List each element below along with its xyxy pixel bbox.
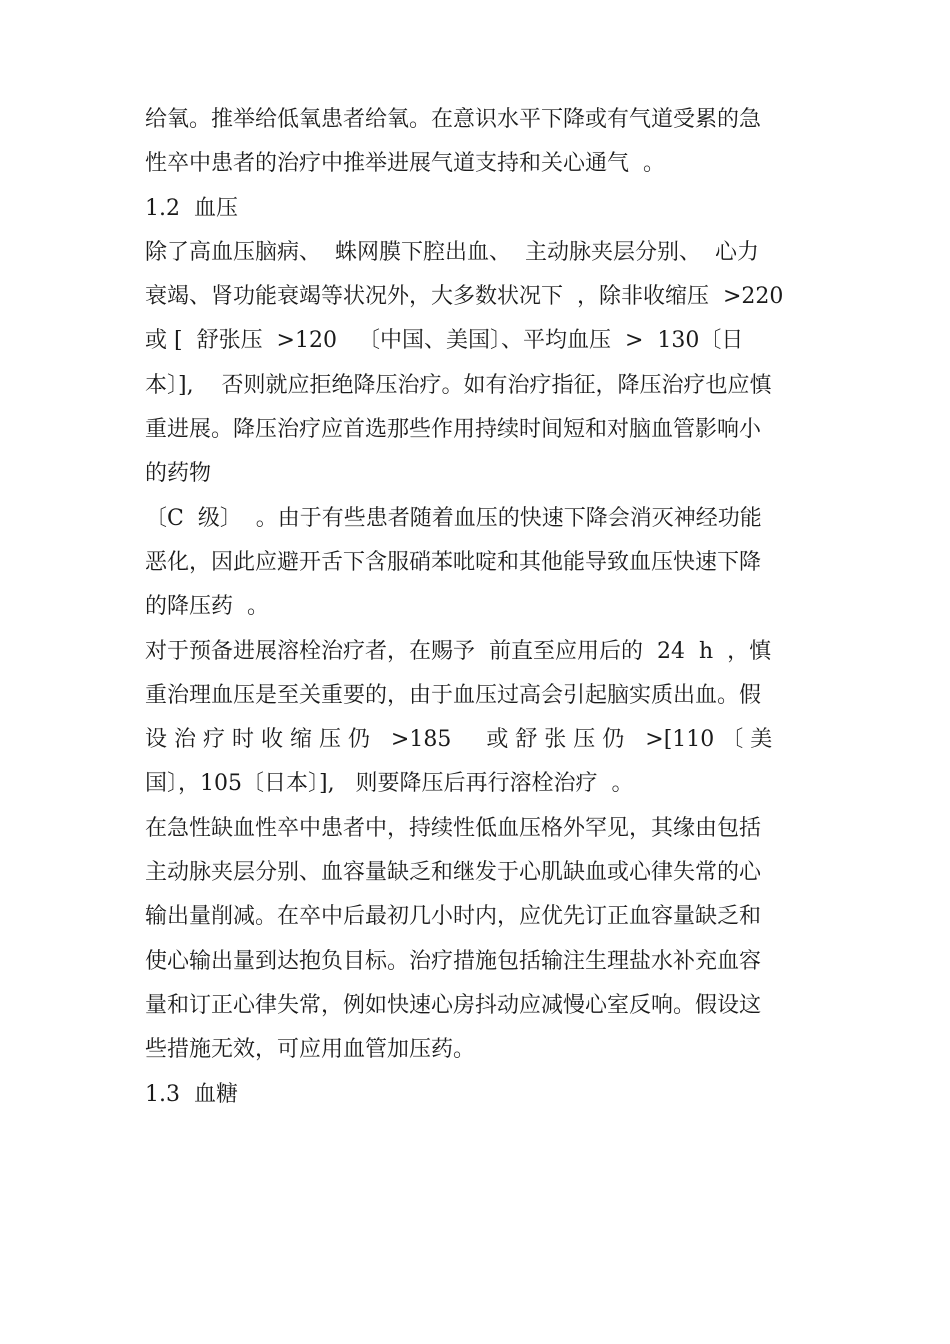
text-line: 本〕], 否则就应拒绝降压治疗。如有治疗指征，降压治疗也应慎 [145,372,772,398]
text-line: 输出量削减。在卒中后最初几小时内，应优先订正血容量缺乏和 [145,904,762,930]
text-line: 性卒中患者的治疗中推举进展气道支持和关心通气 。 [145,151,665,177]
text-line: 重治理血压是至关重要的，由于血压过高会引起脑实质出血。假 [145,682,762,708]
text-line: 在急性缺血性卒中患者中，持续性低血压格外罕见，其缘由包括 [145,815,762,841]
text-line: 或 [ 舒张压 >120 〔中国、美国〕、平均血压 > 130〔日 [145,328,744,354]
text-line: 恶化，因此应避开舌下含服硝苯吡啶和其他能导致血压快速下降 [145,549,762,575]
text-line: 的降压药 。 [145,594,269,620]
text-line: 衰竭、肾功能衰竭等状况外，大多数状况下 ，除非收缩压 >220 [145,284,784,310]
text-line: 重进展。降压治疗应首选那些作用持续时间短和对脑血管影响小 [145,417,762,443]
text-line: 对于预备进展溶栓治疗者，在赐予 前直至应用后的 24 h ，慎 [145,638,772,664]
text-line: 的药物 [145,461,212,487]
text-line: 量和订正心律失常，例如快速心房抖动应减慢心室反响。假设这 [145,992,762,1018]
section-heading-blood-glucose: 1.3 血糖 [145,1081,238,1107]
text-line: 些措施无效，可应用血管加压药。 [145,1037,476,1063]
text-line: 国〕，105〔日本〕], 则要降压后再行溶栓治疗 。 [145,771,634,797]
text-line: 使心输出量到达抱负目标。治疗措施包括输注生理盐水补充血容 [145,948,762,974]
document-body [145,98,825,1117]
text-line: 除了高血压脑病、 蛛网膜下腔出血、 主动脉夹层分别、 心力 [145,239,759,265]
text-line: 给氧。推举给低氧患者给氧。在意识水平下降或有气道受累的急 [145,107,762,132]
text-line: 设 治 疗 时 收 缩 压 仍 >185 或 舒 张 压 仍 >[110 〔 美 [145,727,773,753]
text-line: 〔C 级〕 。由于有些患者随着血压的快速下降会消灭神经功能 [145,505,762,531]
section-heading-blood-pressure: 1.2 血压 [145,195,238,221]
text-line: 主动脉夹层分别、血容量缺乏和继发于心肌缺血或心律失常的心 [145,860,762,886]
